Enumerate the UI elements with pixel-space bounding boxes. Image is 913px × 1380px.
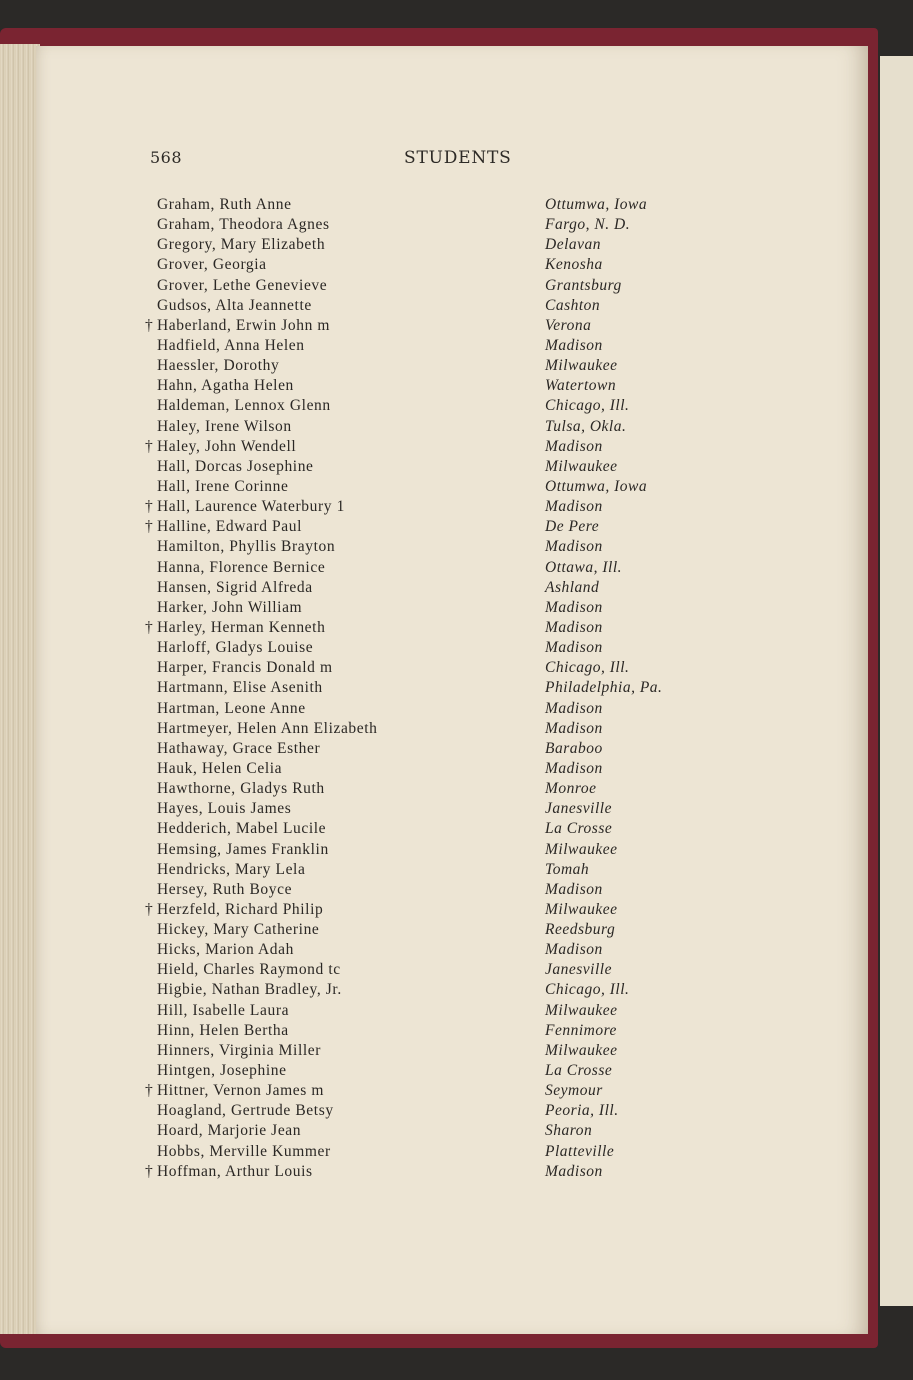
student-hometown: Delavan [545, 236, 602, 254]
student-name-text: Harper, Francis Donald m [157, 659, 333, 677]
student-hometown: Tulsa, Okla. [545, 417, 627, 435]
student-name-text: Harloff, Gladys Louise [157, 639, 314, 657]
student-name-text: Hadfield, Anna Helen [157, 336, 305, 354]
student-name [145, 357, 279, 375]
student-name-text: Hedderich, Mabel Lucile [157, 820, 327, 838]
student-entry [0, 921, 913, 941]
student-entry [0, 196, 913, 216]
student-name-text: Hendricks, Mary Lela [157, 860, 306, 878]
student-hometown: Monroe [545, 780, 597, 798]
student-hometown: Seymour [545, 1082, 603, 1100]
student-entry [0, 841, 913, 861]
student-hometown: De Pere [545, 518, 600, 536]
student-name [145, 901, 323, 919]
student-name [145, 1122, 301, 1140]
student-entry [0, 639, 913, 659]
dagger-mark: † [145, 437, 154, 455]
student-hometown: Watertown [545, 377, 617, 395]
student-name-text: Hersey, Ruth Boyce [157, 880, 293, 898]
student-name-text: Haessler, Dorothy [157, 357, 280, 375]
student-name [145, 740, 320, 758]
student-hometown: Madison [545, 538, 603, 556]
student-name [145, 397, 331, 415]
student-entry [0, 559, 913, 579]
student-hometown: Chicago, Ill. [545, 659, 630, 677]
student-name-text: Hawthorne, Gladys Ruth [157, 780, 325, 798]
student-name [145, 438, 296, 456]
student-hometown: Milwaukee [545, 840, 618, 858]
student-name-text: Grover, Lethe Genevieve [157, 276, 328, 294]
student-hometown: Madison [545, 618, 603, 636]
student-entry [0, 740, 913, 760]
student-entry [0, 961, 913, 981]
student-name [145, 1102, 334, 1120]
student-name-text: Hill, Isabelle Laura [157, 1001, 290, 1019]
student-name-text: Hathaway, Grace Esther [157, 739, 321, 757]
student-name [145, 1042, 321, 1060]
student-entry [0, 780, 913, 800]
page-number: 568 [150, 148, 183, 167]
student-name-text: Hauk, Helen Celia [157, 759, 283, 777]
student-name [145, 780, 325, 798]
student-hometown: Janesville [545, 800, 612, 818]
student-hometown: La Crosse [545, 820, 613, 838]
student-name [145, 841, 329, 859]
student-entry [0, 1102, 913, 1122]
student-name [145, 1163, 313, 1181]
student-hometown: Milwaukee [545, 900, 618, 918]
student-name-text: Higbie, Nathan Bradley, Jr. [157, 981, 342, 999]
student-hometown: Ottumwa, Iowa [545, 196, 648, 213]
student-name-text: Hamilton, Phyllis Brayton [157, 538, 336, 556]
student-entry [0, 518, 913, 538]
student-entry [0, 619, 913, 639]
student-hometown: Milwaukee [545, 457, 618, 475]
student-name-text: Graham, Theodora Agnes [157, 216, 330, 234]
student-name-text: Halline, Edward Paul [157, 518, 303, 536]
page-title: STUDENTS [404, 148, 512, 168]
student-entry [0, 881, 913, 901]
student-name-text: Hintgen, Josephine [157, 1062, 287, 1080]
student-entry [0, 236, 913, 256]
student-name-text: Haberland, Erwin John m [157, 316, 331, 334]
student-entry [0, 1002, 913, 1022]
student-name-text: Hoagland, Gertrude Betsy [157, 1102, 334, 1120]
student-hometown: La Crosse [545, 1062, 613, 1080]
student-hometown: Madison [545, 759, 603, 777]
student-name [145, 941, 294, 959]
student-hometown: Chicago, Ill. [545, 981, 630, 999]
student-name [145, 236, 325, 254]
student-hometown: Madison [545, 639, 603, 657]
student-entry [0, 478, 913, 498]
student-hometown: Madison [545, 699, 603, 717]
student-name-text: Hall, Dorcas Josephine [157, 457, 314, 475]
student-hometown: Ottumwa, Iowa [545, 477, 648, 495]
student-name-text: Haldeman, Lennox Glenn [157, 397, 331, 415]
student-name [145, 921, 319, 939]
student-hometown: Verona [545, 316, 592, 334]
student-name [145, 1082, 324, 1100]
student-name-text: Herzfeld, Richard Philip [157, 900, 324, 918]
student-name [145, 498, 345, 516]
student-hometown: Madison [545, 941, 603, 959]
student-name [145, 981, 342, 999]
student-entry [0, 861, 913, 881]
dagger-mark: † [145, 1082, 154, 1100]
student-entry [0, 357, 913, 377]
student-entry [0, 820, 913, 840]
student-name-text: Graham, Ruth Anne [157, 196, 292, 213]
student-entry [0, 297, 913, 317]
student-hometown: Fennimore [545, 1021, 617, 1039]
dagger-mark: † [145, 900, 154, 918]
student-entry [0, 700, 913, 720]
student-name [145, 820, 326, 838]
student-entry [0, 256, 913, 276]
student-entry [0, 659, 913, 679]
student-hometown: Madison [545, 437, 603, 455]
dagger-mark: † [145, 618, 154, 636]
student-hometown: Cashton [545, 296, 601, 314]
student-name [145, 639, 313, 657]
student-name [145, 961, 341, 979]
student-entry [0, 981, 913, 1001]
student-hometown: Janesville [545, 961, 612, 979]
student-hometown: Sharon [545, 1122, 593, 1140]
student-entry [0, 337, 913, 357]
dagger-mark: † [145, 498, 154, 516]
student-name [145, 478, 288, 496]
student-entry [0, 317, 913, 337]
student-name [145, 1002, 289, 1020]
student-entry [0, 216, 913, 236]
student-hometown: Ottawa, Ill. [545, 558, 623, 576]
student-name [145, 700, 306, 718]
student-name-text: Hall, Irene Corinne [157, 477, 289, 495]
student-name-text: Hahn, Agatha Helen [157, 377, 294, 395]
student-name [145, 196, 292, 214]
student-entry [0, 800, 913, 820]
student-name-text: Hittner, Vernon James m [157, 1082, 325, 1100]
student-name [145, 317, 330, 335]
student-hometown: Madison [545, 498, 603, 516]
student-entry [0, 1122, 913, 1142]
student-name [145, 881, 292, 899]
student-name [145, 1022, 289, 1040]
student-name [145, 720, 378, 738]
student-name [145, 679, 323, 697]
student-entry [0, 1062, 913, 1082]
student-entry [0, 760, 913, 780]
student-name [145, 337, 305, 355]
student-entry [0, 277, 913, 297]
dagger-mark: † [145, 1162, 154, 1180]
student-entry [0, 538, 913, 558]
student-name-text: Hinn, Helen Bertha [157, 1021, 289, 1039]
student-name-text: Gudsos, Alta Jeannette [157, 296, 312, 314]
student-entry [0, 901, 913, 921]
student-hometown: Chicago, Ill. [545, 397, 630, 415]
student-hometown: Madison [545, 598, 603, 616]
student-name-text: Hall, Laurence Waterbury 1 [157, 498, 345, 516]
student-name [145, 1143, 331, 1161]
student-name-text: Hickey, Mary Catherine [157, 921, 320, 939]
student-hometown: Fargo, N. D. [545, 216, 631, 234]
student-name-text: Hayes, Louis James [157, 800, 292, 818]
student-name [145, 418, 292, 436]
student-name [145, 760, 282, 778]
student-name [145, 559, 325, 577]
student-hometown: Grantsburg [545, 276, 622, 294]
student-name [145, 277, 327, 295]
student-name [145, 297, 312, 315]
student-hometown: Madison [545, 880, 603, 898]
student-hometown: Milwaukee [545, 1001, 618, 1019]
student-entry [0, 941, 913, 961]
student-hometown: Baraboo [545, 739, 603, 757]
student-name [145, 800, 291, 818]
student-name-text: Hoffman, Arthur Louis [157, 1162, 313, 1180]
student-entry [0, 1143, 913, 1163]
student-hometown: Reedsburg [545, 921, 616, 939]
student-name [145, 538, 335, 556]
student-entry [0, 458, 913, 478]
student-name-text: Hansen, Sigrid Alfreda [157, 578, 313, 596]
student-entry [0, 438, 913, 458]
student-entry [0, 397, 913, 417]
student-entry [0, 377, 913, 397]
student-name-text: Hartmann, Elise Asenith [157, 679, 323, 697]
student-name-text: Hield, Charles Raymond tc [157, 961, 341, 979]
student-name [145, 256, 267, 274]
student-name [145, 518, 302, 536]
student-entry [0, 720, 913, 740]
student-name-text: Grover, Georgia [157, 256, 267, 274]
student-name-text: Hobbs, Merville Kummer [157, 1142, 331, 1160]
student-name-text: Hartmeyer, Helen Ann Elizabeth [157, 719, 378, 737]
student-name-text: Hinners, Virginia Miller [157, 1041, 322, 1059]
student-name [145, 1062, 287, 1080]
student-name-text: Haley, Irene Wilson [157, 417, 292, 435]
student-hometown: Madison [545, 1162, 603, 1180]
student-name-text: Haley, John Wendell [157, 437, 297, 455]
student-hometown: Peoria, Ill. [545, 1102, 619, 1120]
student-list [0, 196, 913, 1183]
student-entry [0, 599, 913, 619]
student-name [145, 619, 325, 637]
student-name-text: Gregory, Mary Elizabeth [157, 236, 326, 254]
student-hometown: Milwaukee [545, 357, 618, 375]
student-hometown: Tomah [545, 860, 590, 878]
student-entry [0, 1163, 913, 1183]
student-entry [0, 1022, 913, 1042]
student-hometown: Milwaukee [545, 1041, 618, 1059]
student-entry [0, 498, 913, 518]
student-name [145, 861, 305, 879]
student-name [145, 377, 294, 395]
student-name [145, 579, 313, 597]
student-name-text: Hartman, Leone Anne [157, 699, 306, 717]
student-name [145, 599, 302, 617]
student-hometown: Ashland [545, 578, 600, 596]
dagger-mark: † [145, 316, 154, 334]
student-name-text: Harley, Herman Kenneth [157, 618, 326, 636]
student-name-text: Hanna, Florence Bernice [157, 558, 326, 576]
student-name-text: Hemsing, James Franklin [157, 840, 329, 858]
student-hometown: Philadelphia, Pa. [545, 679, 663, 697]
student-entry [0, 1042, 913, 1062]
student-name-text: Hicks, Marion Adah [157, 941, 294, 959]
student-name-text: Harker, John William [157, 598, 303, 616]
student-entry [0, 418, 913, 438]
student-hometown: Madison [545, 336, 603, 354]
student-name-text: Hoard, Marjorie Jean [157, 1122, 302, 1140]
student-entry [0, 1082, 913, 1102]
student-hometown: Kenosha [545, 256, 603, 274]
student-hometown: Madison [545, 719, 603, 737]
student-name [145, 458, 314, 476]
student-name [145, 659, 333, 677]
dagger-mark: † [145, 518, 154, 536]
student-hometown: Platteville [545, 1142, 615, 1160]
student-name [145, 216, 330, 234]
student-entry [0, 579, 913, 599]
student-entry [0, 679, 913, 699]
